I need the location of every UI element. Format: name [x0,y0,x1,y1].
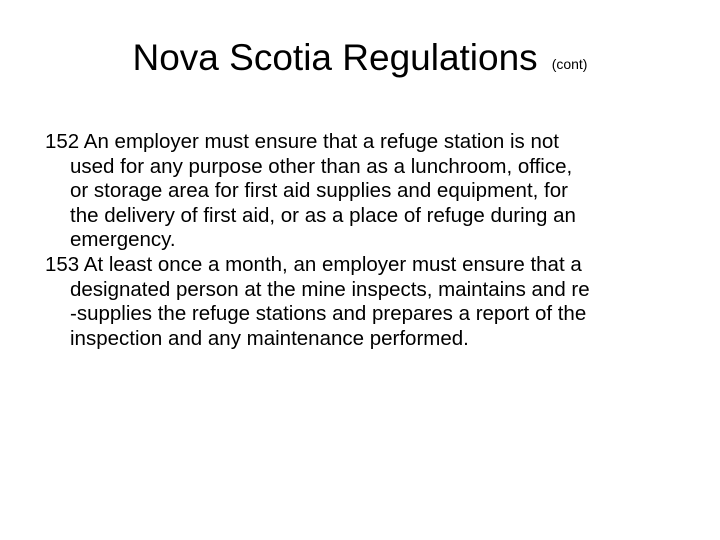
regulation-152 [45,130,685,253]
slide-body [45,130,685,351]
regulation-153 [45,253,685,351]
regulation-line: the delivery of first aid, or as a place of refuge during an [70,203,576,227]
title-cont-label: (cont) [551,56,588,72]
slide-title [0,36,720,80]
regulation-line: or storage area for first aid supplies and equipment, for [70,179,568,203]
regulation-line: designated person at the mine inspects, maintains and re [70,277,590,301]
regulation-line: inspection and any maintenance performed. [70,326,469,350]
regulation-line: -supplies the refuge stations and prepares a report of the [70,302,587,326]
regulation-line: used for any purpose other than as a lunchroom, office, [70,154,573,178]
title-text: Nova Scotia Regulations [132,37,538,78]
regulation-line: 152 An employer must ensure that a refuge station is not [45,130,559,153]
regulation-line: emergency. [70,228,176,252]
regulation-line: 153 At least once a month, an employer must ensure that a [45,252,582,276]
